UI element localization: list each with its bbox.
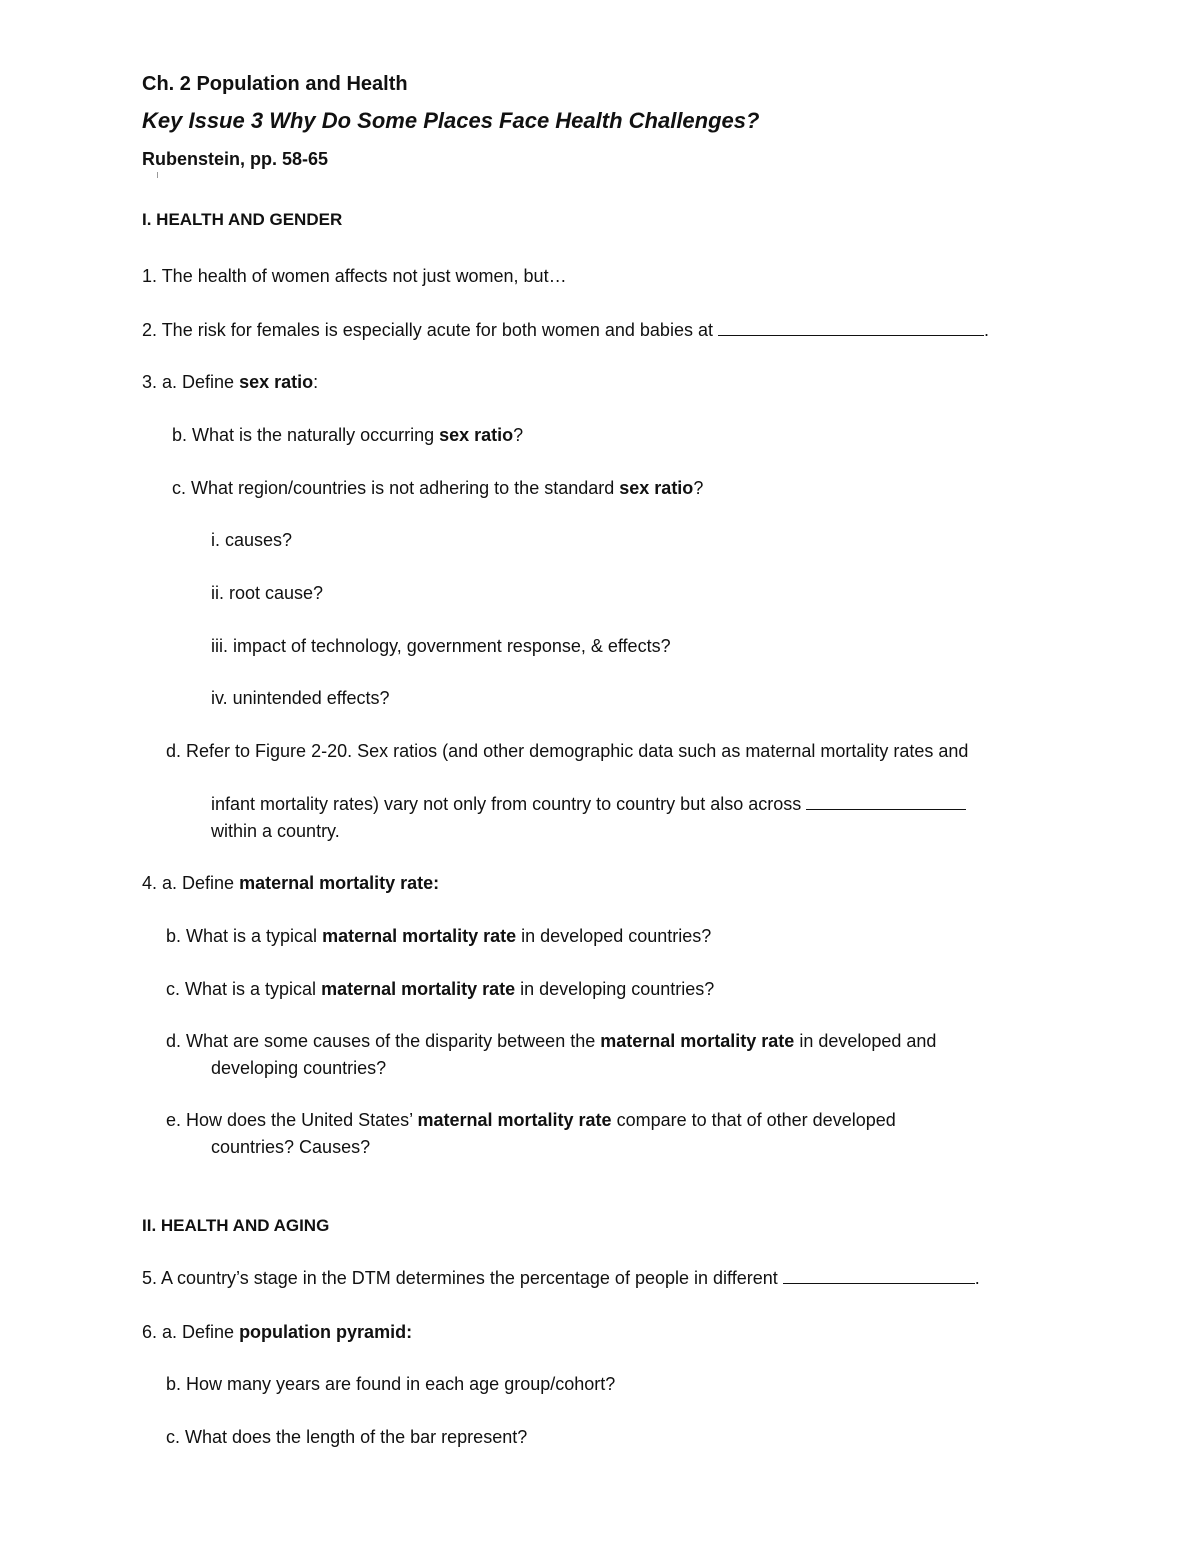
question-3c-iv: iv. unintended effects? bbox=[211, 688, 390, 708]
section-heading-health-aging: II. HEALTH AND AGING bbox=[142, 1216, 330, 1235]
question-4d-line1 bbox=[166, 1030, 936, 1052]
stray-mark bbox=[157, 172, 158, 178]
q4a-suffix: : bbox=[433, 873, 440, 893]
answer-blank[interactable] bbox=[783, 1268, 975, 1284]
q4a-prefix: 4. a. Define bbox=[142, 873, 240, 893]
question-4e-line1 bbox=[166, 1109, 896, 1131]
q4c-prefix: c. What is a typical bbox=[166, 979, 322, 999]
question-6b: b. How many years are found in each age group/cohort? bbox=[166, 1374, 616, 1394]
term-population-pyramid: population pyramid bbox=[239, 1322, 407, 1342]
q3b-suffix: ? bbox=[513, 425, 524, 445]
q4d-suffix: in developed and bbox=[794, 1031, 937, 1051]
q6a-suffix: : bbox=[406, 1322, 413, 1342]
question-4b bbox=[166, 925, 711, 947]
q3c-suffix: ? bbox=[693, 478, 704, 498]
term-sex-ratio: sex ratio bbox=[239, 372, 314, 392]
q4c-suffix: in developing countries? bbox=[515, 979, 715, 999]
term-maternal-mortality-rate: maternal mortality rate bbox=[321, 979, 516, 999]
q4e-prefix: e. How does the United States’ bbox=[166, 1110, 418, 1130]
question-3c-i: i. causes? bbox=[211, 530, 293, 550]
answer-blank[interactable] bbox=[806, 794, 966, 810]
answer-blank[interactable] bbox=[718, 320, 984, 336]
key-issue-title: Key Issue 3 Why Do Some Places Face Health Challenges? bbox=[142, 108, 760, 133]
section-heading-health-gender: I. HEALTH AND GENDER bbox=[142, 210, 343, 229]
question-1: 1. The health of women affects not just women, but… bbox=[142, 266, 567, 286]
chapter-title: Ch. 2 Population and Health bbox=[142, 73, 408, 95]
question-2-text: 2. The risk for females is especially acute for both women and babies at bbox=[142, 320, 718, 340]
question-6c: c. What does the length of the bar represent? bbox=[166, 1427, 528, 1447]
q3b-prefix: b. What is the naturally occurring bbox=[172, 425, 440, 445]
term-maternal-mortality-rate: maternal mortality rate bbox=[239, 873, 434, 893]
q3d-line2-text: infant mortality rates) vary not only from country to country but also across bbox=[211, 794, 807, 814]
question-3d-line2 bbox=[211, 793, 966, 815]
term-maternal-mortality-rate: maternal mortality rate bbox=[600, 1031, 795, 1051]
question-4d-line2: developing countries? bbox=[211, 1058, 387, 1078]
question-4c bbox=[166, 978, 714, 1000]
question-4a bbox=[142, 872, 439, 894]
term-maternal-mortality-rate: maternal mortality rate bbox=[417, 1110, 612, 1130]
q6a-prefix: 6. a. Define bbox=[142, 1322, 240, 1342]
term-sex-ratio: sex ratio bbox=[439, 425, 514, 445]
question-2-end: . bbox=[983, 320, 989, 340]
source-reference: Rubenstein, pp. 58-65 bbox=[142, 149, 329, 169]
question-3c bbox=[172, 477, 703, 499]
q4b-suffix: in developed countries? bbox=[516, 926, 712, 946]
question-5-end: . bbox=[974, 1268, 980, 1288]
q4b-prefix: b. What is a typical bbox=[166, 926, 323, 946]
question-3d-line1: d. Refer to Figure 2-20. Sex ratios (and other demographic data such as maternal mortality rates and bbox=[166, 741, 969, 761]
q3a-suffix: : bbox=[313, 372, 319, 392]
term-maternal-mortality-rate: maternal mortality rate bbox=[322, 926, 517, 946]
q4d-prefix: d. What are some causes of the disparity between the bbox=[166, 1031, 601, 1051]
question-4e-line2: countries? Causes? bbox=[211, 1137, 371, 1157]
question-3a bbox=[142, 371, 318, 393]
question-5-text: 5. A country’s stage in the DTM determines the percentage of people in different bbox=[142, 1268, 783, 1288]
question-2 bbox=[142, 319, 989, 341]
term-sex-ratio: sex ratio bbox=[619, 478, 694, 498]
question-3c-ii: ii. root cause? bbox=[211, 583, 324, 603]
q4e-suffix: compare to that of other developed bbox=[611, 1110, 896, 1130]
question-6a bbox=[142, 1321, 412, 1343]
question-3c-iii: iii. impact of technology, government response, & effects? bbox=[211, 636, 671, 656]
question-3b bbox=[172, 424, 523, 446]
question-3d-line3: within a country. bbox=[211, 821, 340, 841]
q3a-prefix: 3. a. Define bbox=[142, 372, 240, 392]
q3c-prefix: c. What region/countries is not adhering to the standard bbox=[172, 478, 620, 498]
question-5 bbox=[142, 1267, 980, 1289]
